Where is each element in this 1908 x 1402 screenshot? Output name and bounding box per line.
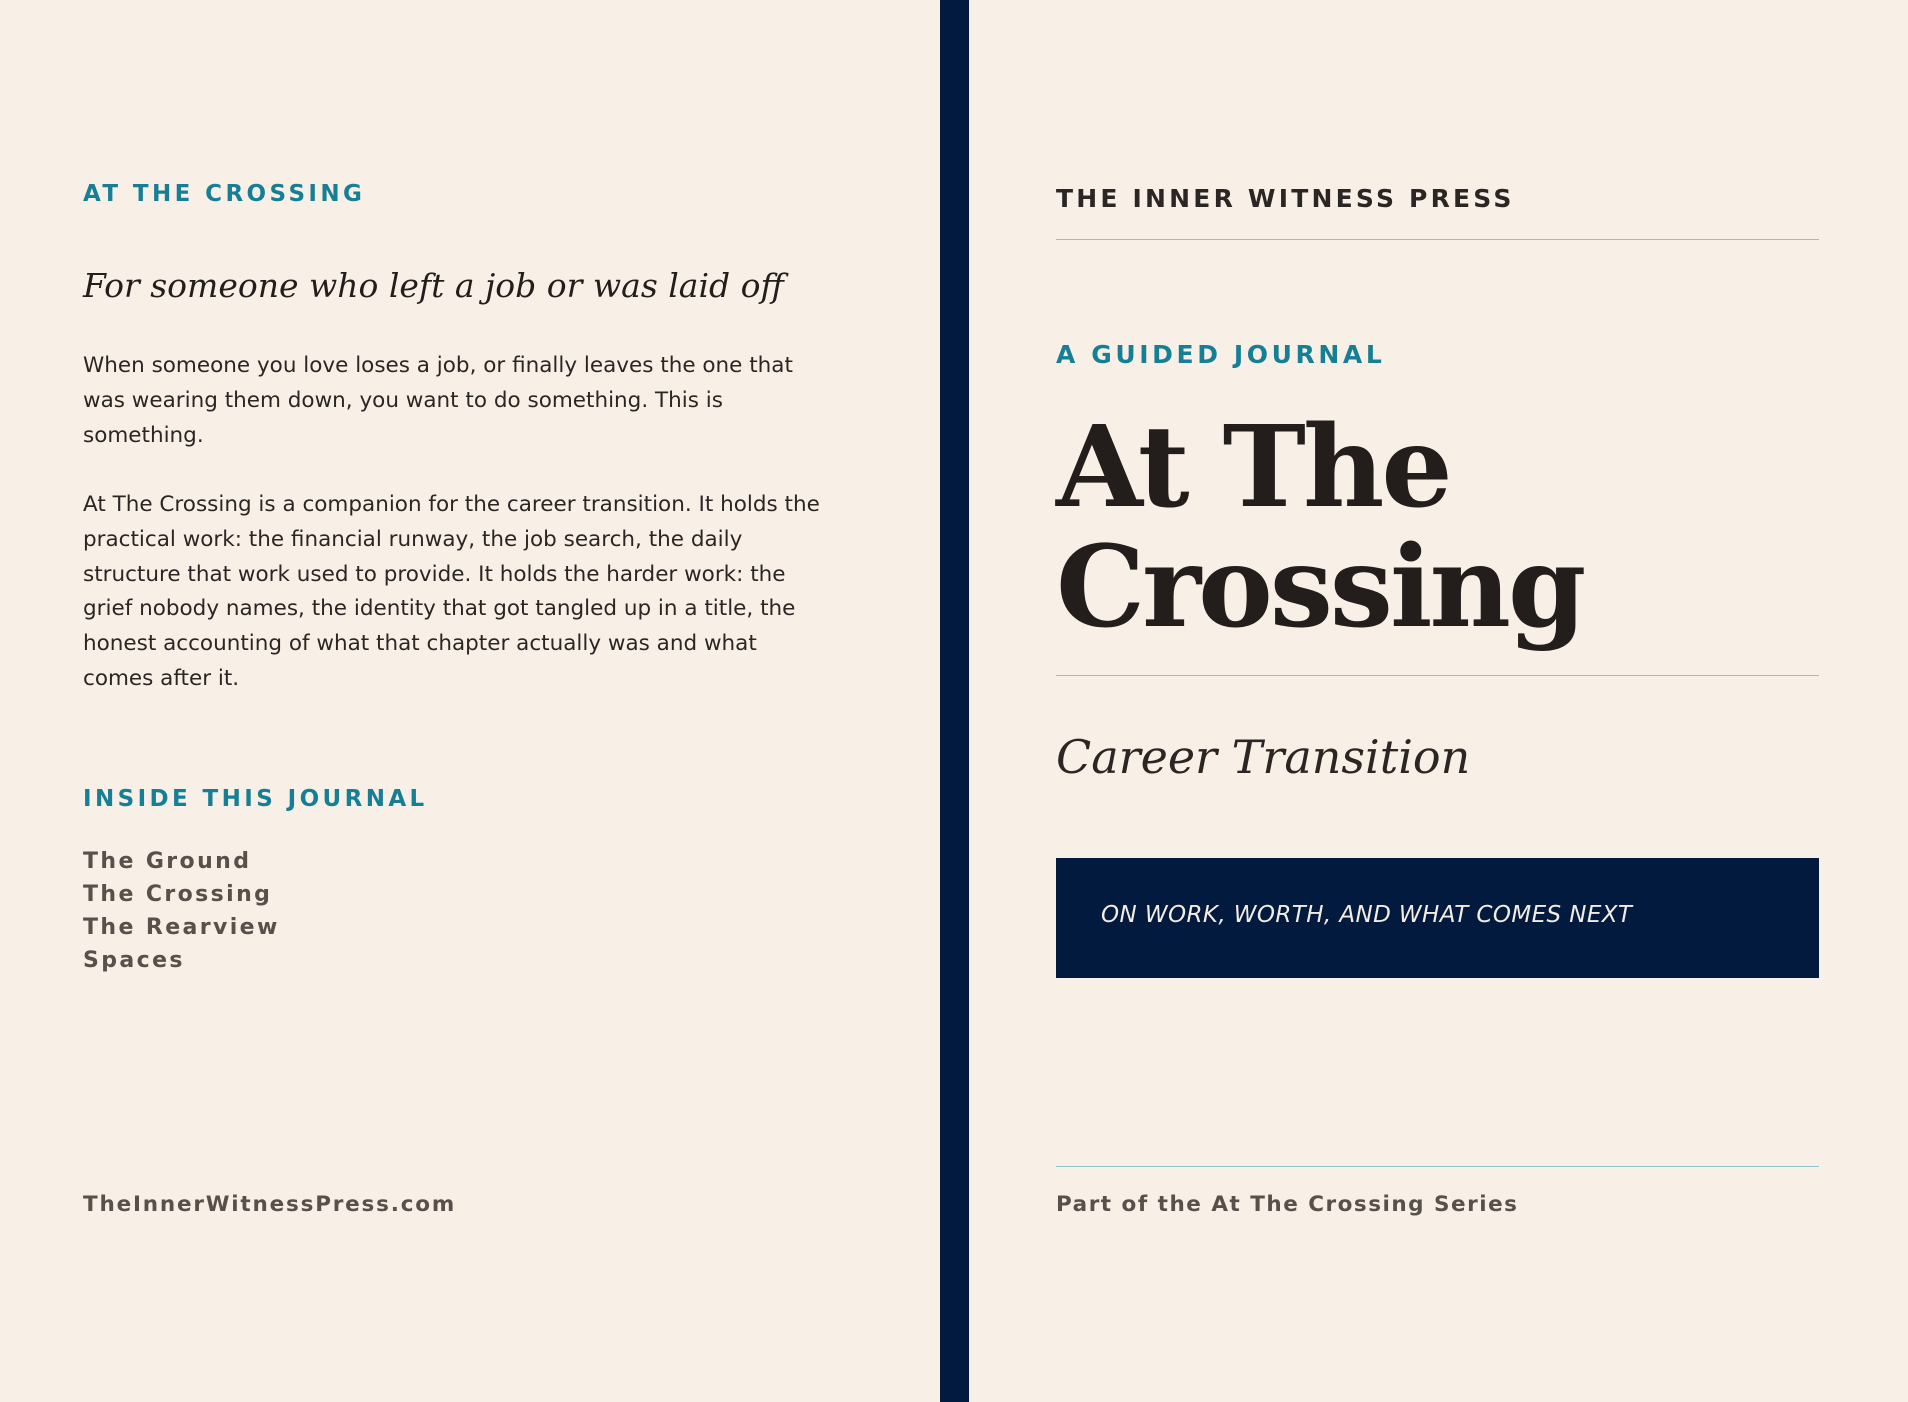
series-note: Part of the At The Crossing Series [1056, 1192, 1519, 1217]
publisher-website: TheInnerWitnessPress.com [83, 1192, 457, 1217]
audience-line: For someone who left a job or was laid off [83, 266, 784, 305]
contents-item: The Rearview [83, 915, 280, 940]
description-paragraph-1: When someone you love loses a job, or finally leaves the one that was wearing them down, you want to do something. This is something. [83, 353, 793, 448]
tagline-banner [1056, 858, 1819, 978]
tagline-text: ON WORK, WORTH, AND WHAT COMES NEXT [1101, 902, 1633, 928]
contents-list [83, 845, 280, 977]
book-title-line: At The [1056, 402, 1450, 533]
divider-rule [1056, 1166, 1819, 1167]
back-cover-eyebrow: AT THE CROSSING [83, 181, 366, 207]
contents-item: Spaces [83, 948, 185, 973]
publisher-name: THE INNER WITNESS PRESS [1056, 184, 1515, 213]
book-subtitle: Career Transition [1056, 730, 1471, 784]
front-cover-eyebrow: A GUIDED JOURNAL [1056, 340, 1386, 369]
contents-item: The Crossing [83, 882, 273, 907]
divider-rule [1056, 675, 1819, 676]
back-cover [83, 0, 823, 1402]
front-cover [1056, 0, 1819, 1402]
book-title-line: Crossing [1056, 522, 1584, 653]
description-paragraph-2: At The Crossing is a companion for the career transition. It holds the practical work: the financial runway, the job search, the daily structure that work used to provide. It holds the harder work: the grief nobody names, the identity that got tangled up in a title, the honest accounting of what that chapter actually was and what comes after it. [83, 492, 820, 691]
divider-rule [1056, 239, 1819, 240]
book-title [1056, 402, 1584, 653]
contents-item: The Ground [83, 849, 252, 874]
inside-journal-heading: INSIDE THIS JOURNAL [83, 786, 428, 812]
book-spine [940, 0, 969, 1402]
